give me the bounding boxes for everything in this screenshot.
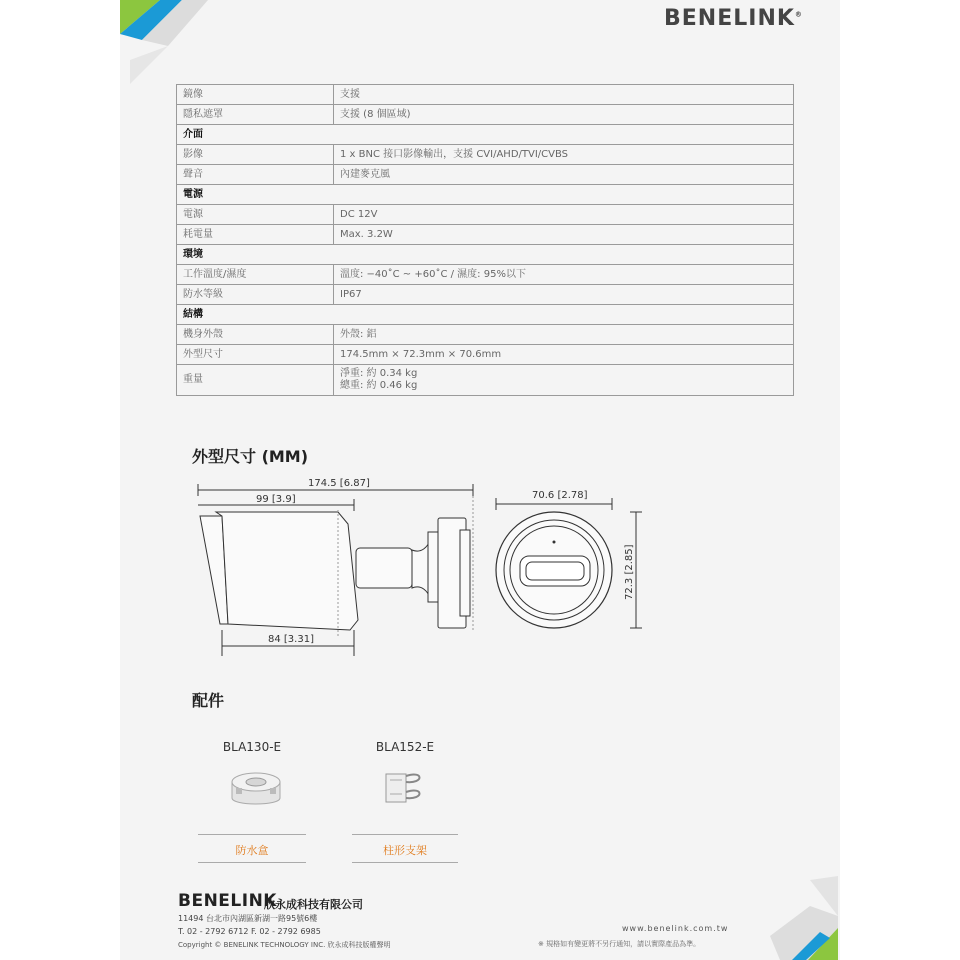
spec-key: 隱私遮罩 (177, 105, 334, 125)
spec-key: 聲音 (177, 165, 334, 185)
pole-bracket-image (382, 766, 428, 808)
spec-row (177, 225, 794, 245)
footer-disclaimer: ※ 規格如有變更將不另行通知，請以實際產品為準。 (538, 940, 701, 948)
spec-row (177, 325, 794, 345)
spec-table (176, 84, 794, 396)
footer-phone: T. 02 - 2792 6712 F. 02 - 2792 6985 (178, 927, 321, 936)
accessory-model: BLA152-E (375, 740, 435, 754)
body-length-label: 84 [3.31] (268, 634, 314, 645)
spec-section-title: 環境 (177, 245, 794, 265)
spec-key: 防水等級 (177, 285, 334, 305)
spec-value (334, 365, 794, 396)
junction-box-image (226, 766, 286, 812)
spec-value: DC 12V (334, 205, 794, 225)
brand-logo: BENELINK® (664, 6, 803, 31)
spec-section-row (177, 185, 794, 205)
spec-section-row (177, 125, 794, 145)
spec-value: 174.5mm × 72.3mm × 70.6mm (334, 345, 794, 365)
spec-section-title: 電源 (177, 185, 794, 205)
spec-key: 外型尺寸 (177, 345, 334, 365)
spec-row (177, 145, 794, 165)
dimensions-heading: 外型尺寸 (MM) (192, 447, 309, 466)
spec-value: 支援 (334, 85, 794, 105)
accessory-divider (352, 862, 458, 863)
spec-row (177, 105, 794, 125)
spec-row (177, 165, 794, 185)
spec-section-title: 結構 (177, 305, 794, 325)
spec-value: Max. 3.2W (334, 225, 794, 245)
spec-key: 電源 (177, 205, 334, 225)
front-length-label: 99 [3.9] (256, 494, 296, 505)
spec-key: 耗電量 (177, 225, 334, 245)
spec-key: 影像 (177, 145, 334, 165)
height-label: 72.3 [2.85] (624, 544, 635, 600)
spec-value-line: 淨重: 約 0.34 kg (340, 368, 418, 379)
spec-value: 1 x BNC 接口影像輸出，支援 CVI/AHD/TVI/CVBS (334, 145, 794, 165)
camera-side-view (200, 512, 470, 630)
spec-section-title: 介面 (177, 125, 794, 145)
accessories-heading: 配件 (192, 691, 225, 710)
spec-row (177, 205, 794, 225)
spec-row (177, 285, 794, 305)
accessory-divider (198, 834, 306, 835)
spec-value: IP67 (334, 285, 794, 305)
spec-section-row (177, 245, 794, 265)
spec-value: 支援 (8 個區域) (334, 105, 794, 125)
spec-key: 鏡像 (177, 85, 334, 105)
spec-row (177, 85, 794, 105)
footer-copyright: Copyright © BENELINK TECHNOLOGY INC. 欣永成科技版權聲明 (178, 941, 391, 949)
spec-row (177, 345, 794, 365)
spec-key: 機身外殼 (177, 325, 334, 345)
dimension-drawing (190, 470, 650, 660)
accessory-divider (352, 834, 458, 835)
accessory-divider (198, 862, 306, 863)
accessory-label: 防水盒 (235, 844, 269, 857)
spec-key: 工作溫度/濕度 (177, 265, 334, 285)
footer-address: 11494 台北市內湖區新湖一路95號6樓 (178, 914, 318, 923)
spec-row (177, 265, 794, 285)
spec-value-line: 總重: 約 0.46 kg (340, 380, 418, 391)
footer-website: www.benelink.com.tw (622, 924, 729, 933)
footer-company-name: 欣永成科技有限公司 (264, 898, 363, 911)
corner-decoration-bottom (720, 876, 840, 960)
spec-value: 內建麥克風 (334, 165, 794, 185)
footer-logo: BENELINK (178, 891, 277, 911)
accessory-model: BLA130-E (222, 740, 282, 754)
accessory-label: 柱形支架 (383, 844, 427, 857)
spec-key: 重量 (177, 365, 334, 396)
camera-front-view (496, 512, 612, 628)
corner-decoration-top (120, 0, 230, 84)
overall-length-label: 174.5 [6.87] (308, 478, 370, 489)
spec-value: 外殼: 鋁 (334, 325, 794, 345)
spec-row (177, 365, 794, 396)
spec-section-row (177, 305, 794, 325)
width-label: 70.6 [2.78] (532, 490, 588, 501)
spec-value: 溫度: −40˚C ~ +60˚C / 濕度: 95%以下 (334, 265, 794, 285)
